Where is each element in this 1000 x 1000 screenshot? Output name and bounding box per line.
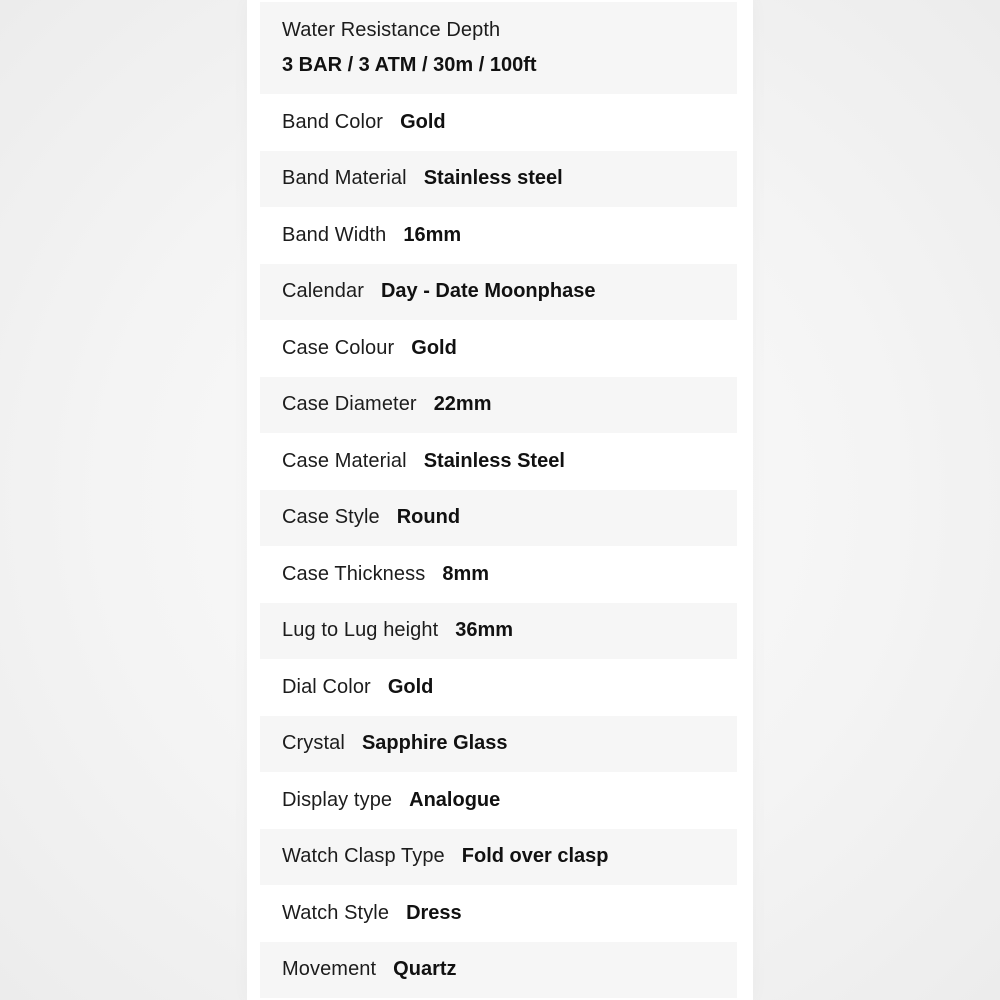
spec-row-watch-clasp-type xyxy=(260,829,737,886)
spec-label: Case Material xyxy=(282,449,407,472)
spec-row-calendar xyxy=(260,264,737,321)
spec-row-watch-style xyxy=(260,885,737,942)
spec-value: Stainless steel xyxy=(423,167,563,190)
spec-value: Sapphire Glass xyxy=(361,732,508,755)
spec-row-case-style xyxy=(260,490,737,547)
spec-label: Lug to Lug height xyxy=(282,619,439,642)
spec-label: Case Thickness xyxy=(282,562,426,585)
spec-value: 3 BAR / 3 ATM / 30m / 100ft xyxy=(282,54,537,76)
spec-label: Band Color xyxy=(282,110,384,133)
product-specifications-panel xyxy=(247,0,753,1000)
spec-value: Gold xyxy=(400,110,446,133)
spec-row-case-colour xyxy=(260,320,737,377)
spec-row-movement xyxy=(260,942,737,999)
spec-label: Dial Color xyxy=(282,675,371,698)
spec-row-band-color xyxy=(260,94,737,151)
spec-row-water-resistance xyxy=(260,2,737,94)
spec-label: Case Colour xyxy=(282,336,395,359)
spec-label: Calendar xyxy=(282,280,364,303)
spec-row-crystal xyxy=(260,716,737,773)
spec-value: Gold xyxy=(411,336,457,359)
spec-label: Movement xyxy=(282,958,377,981)
spec-row-dial-color xyxy=(260,659,737,716)
spec-row-case-diameter xyxy=(260,377,737,434)
spec-row-band-width xyxy=(260,207,737,264)
spec-label: Case Style xyxy=(282,506,380,529)
spec-value: Fold over clasp xyxy=(461,845,609,868)
spec-label: Display type xyxy=(282,788,393,811)
spec-value: Quartz xyxy=(393,958,457,981)
spec-list xyxy=(260,2,737,998)
spec-row-case-material xyxy=(260,433,737,490)
spec-label: Watch Clasp Type xyxy=(282,845,445,868)
spec-label: Crystal xyxy=(282,732,345,755)
spec-value: Round xyxy=(396,506,461,529)
spec-value: 8mm xyxy=(442,562,490,585)
spec-value: 36mm xyxy=(455,619,514,642)
spec-label: Water Resistance Depth xyxy=(282,19,501,41)
spec-value: Dress xyxy=(406,901,462,924)
spec-row-display-type xyxy=(260,772,737,829)
spec-value: Stainless Steel xyxy=(423,449,565,472)
spec-value: 16mm xyxy=(403,223,462,246)
spec-label: Band Material xyxy=(282,167,407,190)
spec-label: Watch Style xyxy=(282,901,390,924)
spec-value: Day - Date Moonphase xyxy=(380,280,596,303)
spec-label: Case Diameter xyxy=(282,393,417,416)
spec-label: Band Width xyxy=(282,223,387,246)
spec-value: Gold xyxy=(387,675,434,698)
spec-row-case-thickness xyxy=(260,546,737,603)
spec-value: 22mm xyxy=(433,393,492,416)
spec-row-lug-to-lug-height xyxy=(260,603,737,660)
spec-row-band-material xyxy=(260,151,737,208)
spec-value: Analogue xyxy=(409,788,501,811)
